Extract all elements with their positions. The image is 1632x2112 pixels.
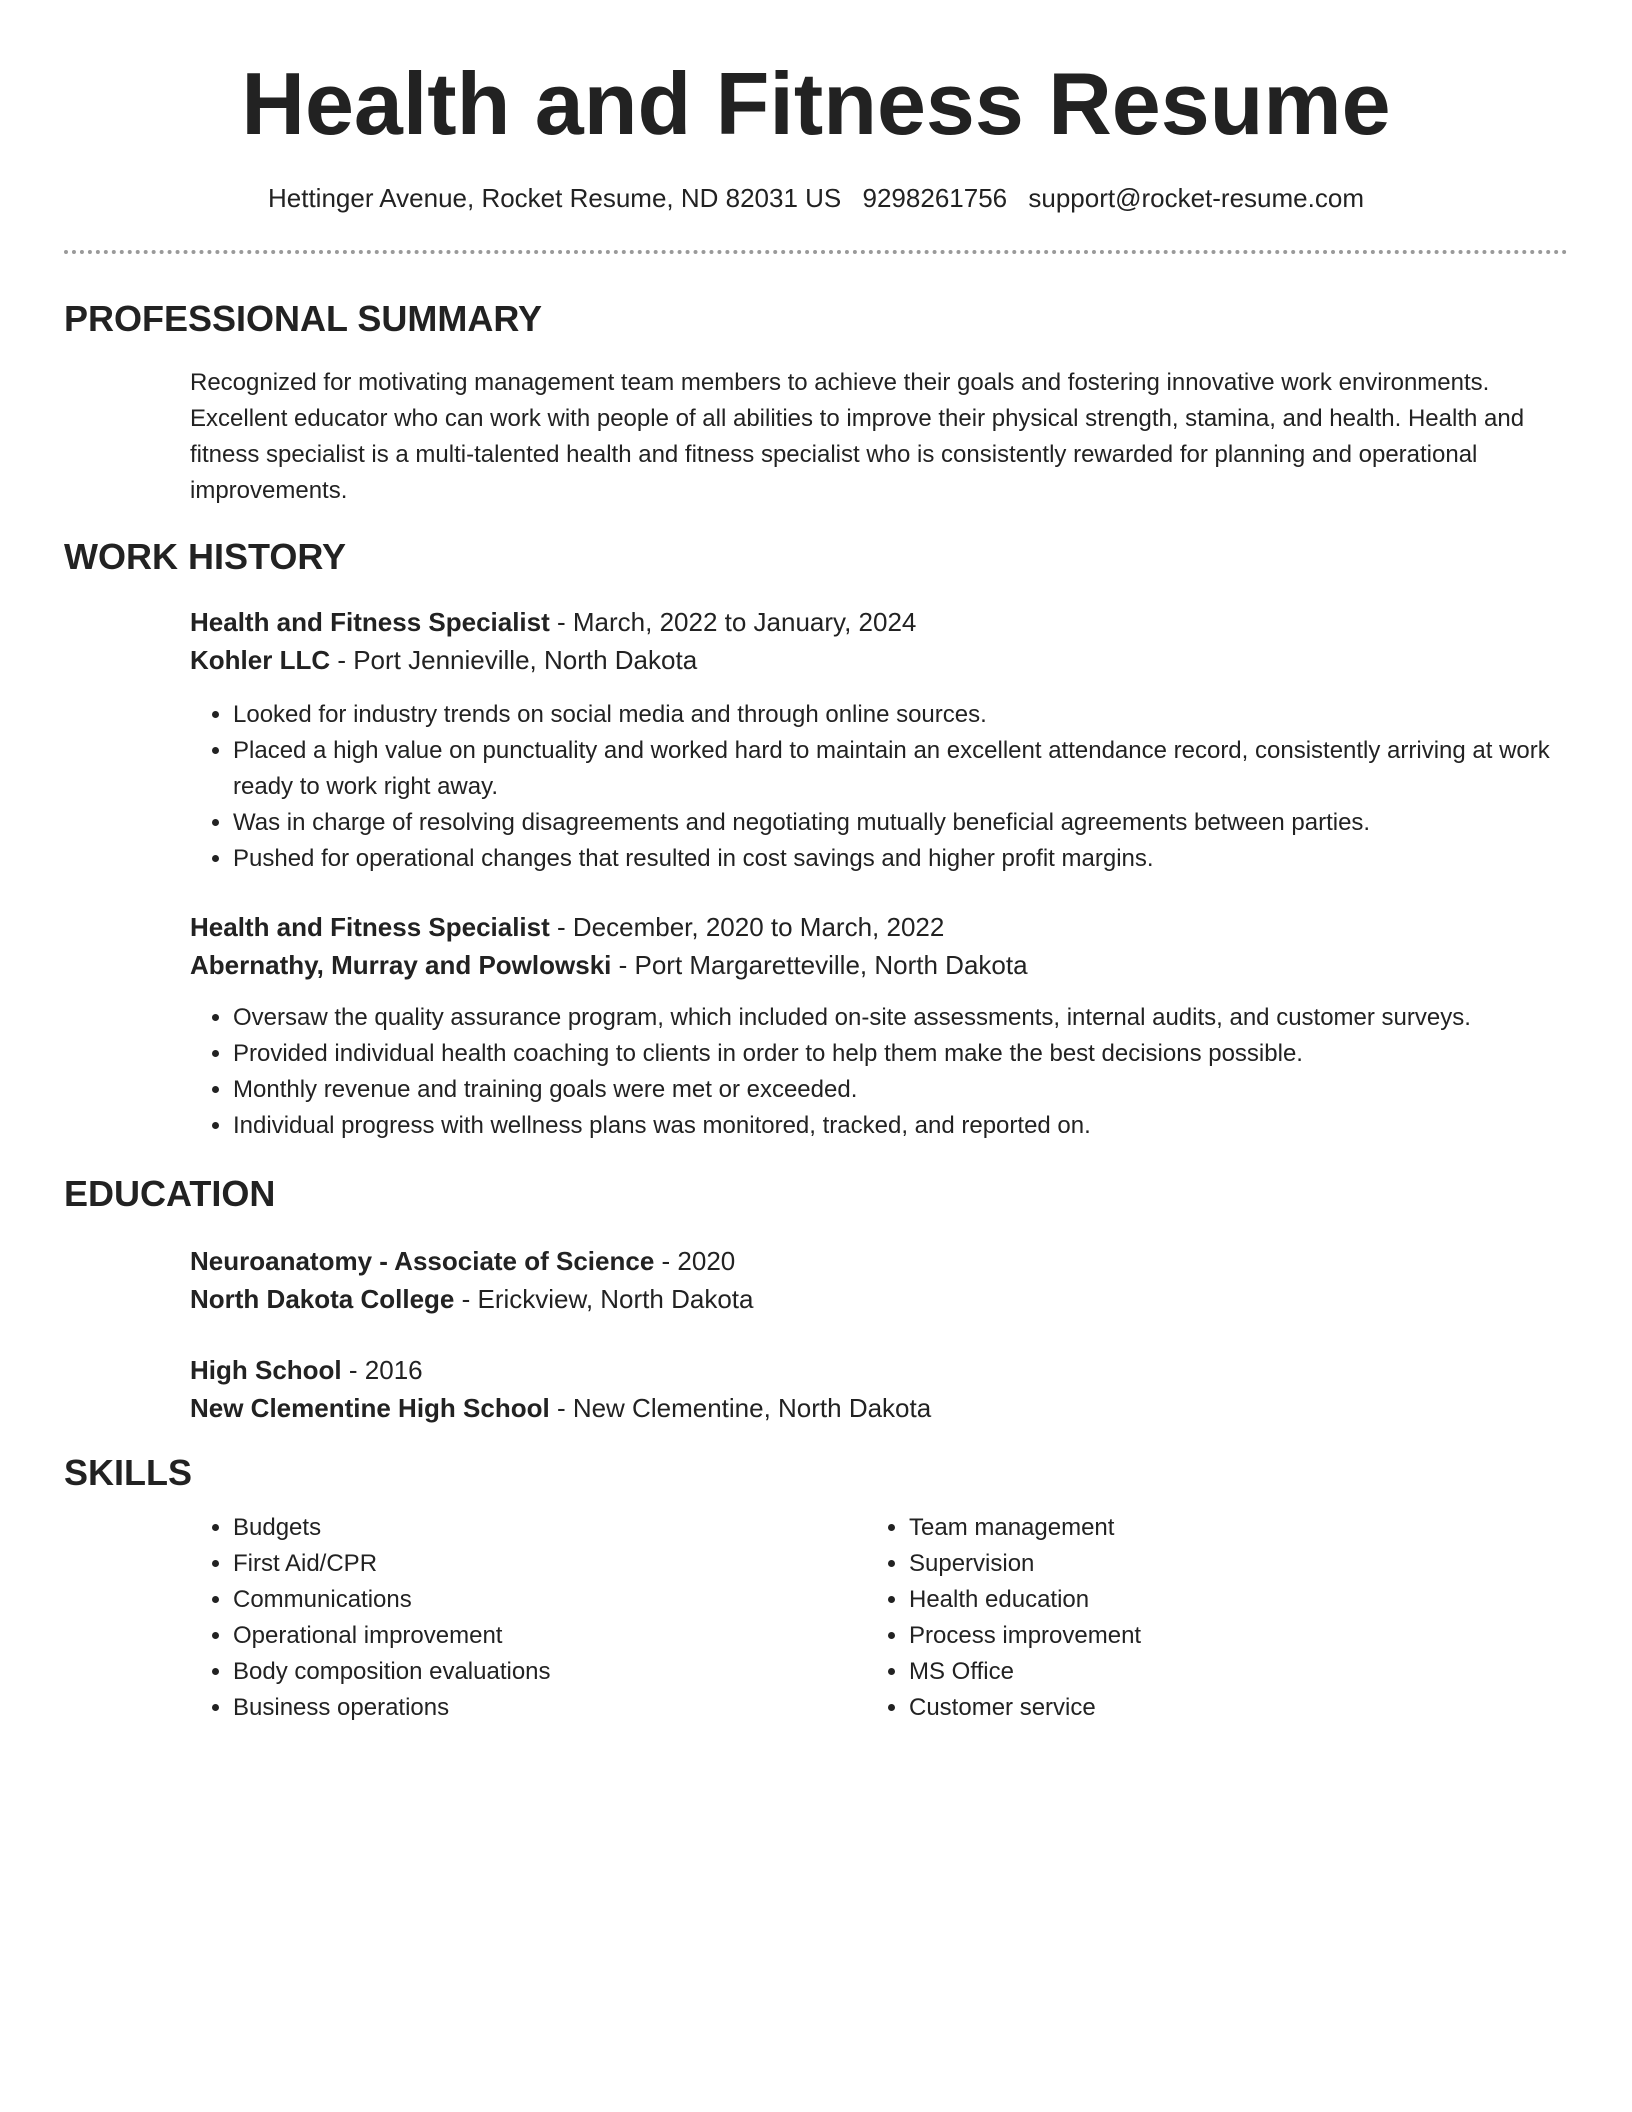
- skills-heading: SKILLS: [64, 1452, 193, 1493]
- list-item: • First Aid/CPR: [233, 1546, 853, 1582]
- list-item: • Customer service: [909, 1690, 1529, 1726]
- contact-address: Hettinger Avenue, Rocket Resume, ND 82031 US: [268, 183, 842, 213]
- skills-list-left: [190, 1510, 853, 1726]
- list-item: • Was in charge of resolving disagreements and negotiating mutually beneficial agreements between parties.: [233, 805, 1593, 841]
- education-2-year: - 2016: [341, 1355, 423, 1385]
- job-2-title: Health and Fitness Specialist: [190, 912, 550, 942]
- list-item: • Process improvement: [909, 1618, 1529, 1654]
- contact-line: [0, 180, 1632, 216]
- summary-heading: PROFESSIONAL SUMMARY: [64, 298, 543, 339]
- list-item: • Pushed for operational changes that resulted in cost savings and higher profit margins.: [233, 841, 1593, 877]
- list-item: • Supervision: [909, 1546, 1529, 1582]
- job-1-company: Kohler LLC: [190, 645, 331, 675]
- list-item: • Provided individual health coaching to clients in order to help them make the best decisions possible.: [233, 1036, 1593, 1072]
- education-2-school: New Clementine High School: [190, 1393, 550, 1423]
- education-2-school-line: [190, 1389, 931, 1427]
- job-1-duties: [190, 697, 1593, 877]
- skills-list-right: [866, 1510, 1529, 1726]
- job-2-dates: - December, 2020 to March, 2022: [549, 912, 945, 942]
- list-item: • Looked for industry trends on social media and through online sources.: [233, 697, 1593, 733]
- list-item: • Budgets: [233, 1510, 853, 1546]
- list-item: • Health education: [909, 1582, 1529, 1618]
- job-1-title: Health and Fitness Specialist: [190, 607, 550, 637]
- education-2-degree: High School: [190, 1355, 342, 1385]
- job-1-company-line: [190, 641, 697, 679]
- list-item: • MS Office: [909, 1654, 1529, 1690]
- education-1-degree: Neuroanatomy - Associate of Science: [190, 1246, 655, 1276]
- list-item: • Individual progress with wellness plans was monitored, tracked, and reported on.: [233, 1108, 1593, 1144]
- job-1-title-line: [190, 603, 916, 641]
- header-divider: [64, 250, 1568, 254]
- job-1-location: - Port Jennieville, North Dakota: [330, 645, 698, 675]
- job-2-duties: [190, 1000, 1593, 1144]
- list-item: • Monthly revenue and training goals were met or exceeded.: [233, 1072, 1593, 1108]
- list-item: • Business operations: [233, 1690, 853, 1726]
- job-2-company-line: [190, 946, 1028, 984]
- education-2-location: - New Clementine, North Dakota: [549, 1393, 932, 1423]
- work-history-heading: WORK HISTORY: [64, 536, 347, 577]
- education-heading: EDUCATION: [64, 1173, 276, 1214]
- resume-title: Health and Fitness Resume: [241, 54, 1391, 153]
- education-1-year: - 2020: [654, 1246, 736, 1276]
- education-2-degree-line: [190, 1351, 423, 1389]
- list-item: • Placed a high value on punctuality and worked hard to maintain an excellent attendance record, consistently arriving at work ready to work right away.: [233, 733, 1593, 805]
- list-item: • Communications: [233, 1582, 853, 1618]
- job-2-company: Abernathy, Murray and Powlowski: [190, 950, 612, 980]
- list-item: • Team management: [909, 1510, 1529, 1546]
- job-2-title-line: [190, 908, 944, 946]
- job-2-location: - Port Margaretteville, North Dakota: [611, 950, 1028, 980]
- list-item: • Operational improvement: [233, 1618, 853, 1654]
- list-item: • Oversaw the quality assurance program, which included on-site assessments, internal audits, and customer surveys.: [233, 1000, 1593, 1036]
- list-item: • Body composition evaluations: [233, 1654, 853, 1690]
- contact-email: support@rocket-resume.com: [1028, 183, 1364, 213]
- contact-phone: 9298261756: [862, 183, 1008, 213]
- education-1-school-line: [190, 1280, 753, 1318]
- education-1-location: - Erickview, North Dakota: [454, 1284, 754, 1314]
- education-1-degree-line: [190, 1242, 735, 1280]
- job-1-dates: - March, 2022 to January, 2024: [549, 607, 917, 637]
- summary-text: Recognized for motivating management team members to achieve their goals and fostering innovative work environments. Excellent educator who can work with people of all abilities to improve their physical strength, stamina, and health. Health and fitness specialist is a multi-talented health and fitness specialist who is consistently rewarded for planning and operational improvements.: [190, 369, 1525, 504]
- education-1-school: North Dakota College: [190, 1284, 455, 1314]
